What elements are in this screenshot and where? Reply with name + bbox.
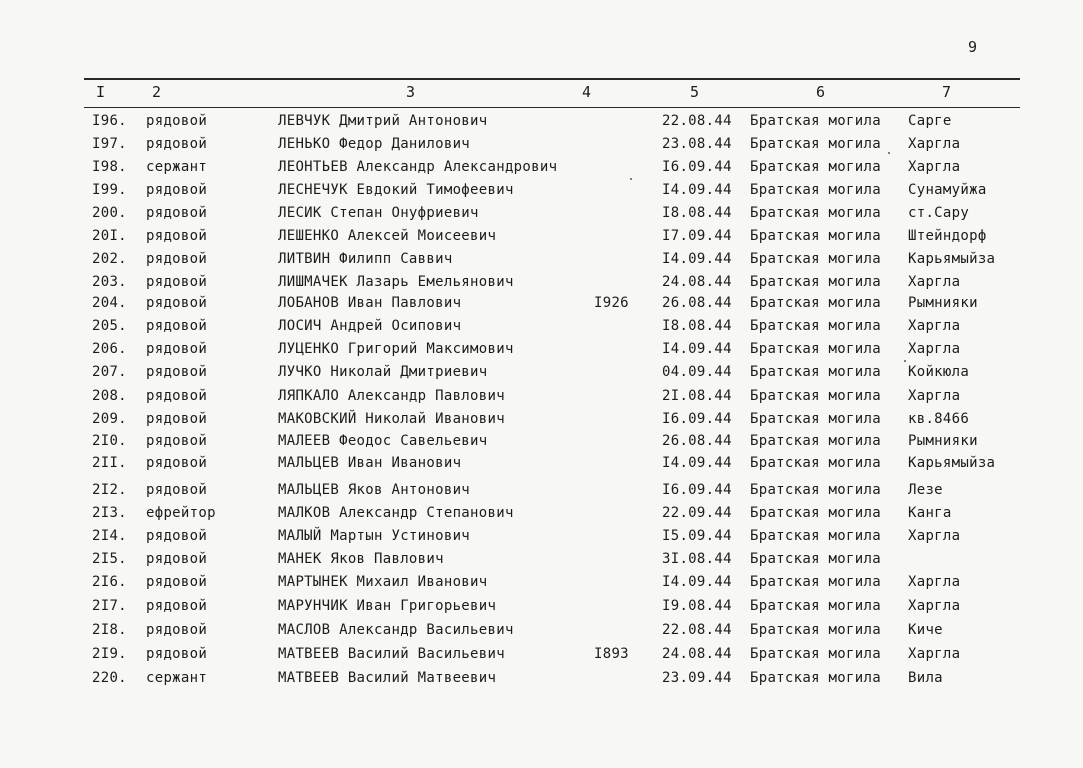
- record-date: 23.09.44: [662, 670, 732, 686]
- record-date: I6.09.44: [662, 159, 732, 175]
- record-rank: рядовой: [146, 598, 208, 614]
- record-date: I6.09.44: [662, 482, 732, 498]
- record-rank: рядовой: [146, 482, 208, 498]
- record-date: 22.09.44: [662, 505, 732, 521]
- table-row: [0, 159, 1083, 181]
- record-date: 22.08.44: [662, 113, 732, 129]
- record-number: 2I8.: [92, 622, 127, 638]
- record-number: 2I9.: [92, 646, 127, 662]
- record-name: МАНЕК Яков Павлович: [278, 551, 444, 567]
- record-place: Рымнияки: [908, 295, 978, 311]
- record-place: Харгла: [908, 136, 961, 152]
- record-place: Штейндорф: [908, 228, 987, 244]
- record-name: ЛИТВИН Филипп Саввич: [278, 251, 453, 267]
- record-date: I7.09.44: [662, 228, 732, 244]
- record-rank: рядовой: [146, 274, 208, 290]
- record-burial: Братская могила: [750, 274, 881, 290]
- record-place: Лезе: [908, 482, 943, 498]
- paper-speck: [904, 360, 906, 362]
- record-date: I6.09.44: [662, 411, 732, 427]
- record-place: Харгла: [908, 574, 961, 590]
- table-row: [0, 622, 1083, 644]
- header-bottom-rule: [84, 107, 1020, 108]
- record-date: 04.09.44: [662, 364, 732, 380]
- record-burial: Братская могила: [750, 205, 881, 221]
- record-date: I4.09.44: [662, 251, 732, 267]
- record-number: I98.: [92, 159, 127, 175]
- col-header-6: 6: [816, 83, 826, 101]
- record-name: ЛУЦЕНКО Григорий Максимович: [278, 341, 514, 357]
- col-header-4: 4: [582, 83, 592, 101]
- record-number: 2I5.: [92, 551, 127, 567]
- record-name: ЛИШМАЧЕК Лазарь Емельянович: [278, 274, 514, 290]
- record-name: МАЛЫЙ Мартын Устинович: [278, 528, 471, 544]
- record-date: 24.08.44: [662, 274, 732, 290]
- record-number: 207.: [92, 364, 127, 380]
- record-name: МАТВЕЕВ Василий Васильевич: [278, 646, 505, 662]
- record-date: I4.09.44: [662, 341, 732, 357]
- record-name: МАТВЕЕВ Василий Матвеевич: [278, 670, 497, 686]
- table-row: [0, 528, 1083, 550]
- record-burial: Братская могила: [750, 159, 881, 175]
- record-date: I9.08.44: [662, 598, 732, 614]
- record-place: Харгла: [908, 159, 961, 175]
- record-date: 23.08.44: [662, 136, 732, 152]
- record-date: 3I.08.44: [662, 551, 732, 567]
- record-place: Харгла: [908, 341, 961, 357]
- table-row: [0, 411, 1083, 433]
- record-burial: Братская могила: [750, 295, 881, 311]
- record-date: I8.08.44: [662, 205, 732, 221]
- record-name: МАРТЫНЕК Михаил Иванович: [278, 574, 488, 590]
- record-rank: рядовой: [146, 622, 208, 638]
- table-row: [0, 598, 1083, 620]
- record-place: Харгла: [908, 528, 961, 544]
- record-burial: Братская могила: [750, 228, 881, 244]
- record-number: 2I0.: [92, 433, 127, 449]
- record-name: ЛЯПКАЛО Александр Павлович: [278, 388, 505, 404]
- record-date: 2I.08.44: [662, 388, 732, 404]
- record-rank: рядовой: [146, 551, 208, 567]
- col-header-2: 2: [152, 83, 162, 101]
- record-rank: рядовой: [146, 433, 208, 449]
- record-birth-year: I926: [594, 295, 629, 311]
- record-rank: ефрейтор: [146, 505, 216, 521]
- record-rank: рядовой: [146, 411, 208, 427]
- record-name: ЛЕСНЕЧУК Евдокий Тимофеевич: [278, 182, 514, 198]
- paper-speck: [630, 178, 632, 180]
- table-row: [0, 182, 1083, 204]
- record-burial: Братская могила: [750, 646, 881, 662]
- record-name: ЛОБАНОВ Иван Павлович: [278, 295, 462, 311]
- record-date: I4.09.44: [662, 574, 732, 590]
- table-row: [0, 364, 1083, 386]
- record-burial: Братская могила: [750, 411, 881, 427]
- record-date: 26.08.44: [662, 433, 732, 449]
- record-number: 202.: [92, 251, 127, 267]
- record-place: Карьямыйза: [908, 455, 996, 471]
- record-rank: рядовой: [146, 205, 208, 221]
- record-burial: Братская могила: [750, 388, 881, 404]
- table-row: [0, 295, 1083, 317]
- record-place: Харгла: [908, 318, 961, 334]
- table-row: [0, 205, 1083, 227]
- record-burial: Братская могила: [750, 455, 881, 471]
- record-number: 204.: [92, 295, 127, 311]
- table-row: [0, 136, 1083, 158]
- record-place: ст.Сару: [908, 205, 970, 221]
- record-number: 209.: [92, 411, 127, 427]
- paper-speck: [888, 152, 890, 154]
- record-date: 22.08.44: [662, 622, 732, 638]
- record-name: ЛЕШЕНКО Алексей Моисеевич: [278, 228, 497, 244]
- record-burial: Братская могила: [750, 251, 881, 267]
- record-number: I97.: [92, 136, 127, 152]
- record-number: 2I6.: [92, 574, 127, 590]
- record-name: МАЛЕЕВ Феодос Савельевич: [278, 433, 488, 449]
- table-row: [0, 388, 1083, 410]
- record-burial: Братская могила: [750, 598, 881, 614]
- record-place: Вила: [908, 670, 943, 686]
- record-name: ЛЕСИК Степан Онуфриевич: [278, 205, 479, 221]
- record-rank: рядовой: [146, 341, 208, 357]
- record-place: Харгла: [908, 274, 961, 290]
- record-place: кв.8466: [908, 411, 970, 427]
- record-number: 2II.: [92, 455, 127, 471]
- record-name: ЛЕНЬКО Федор Данилович: [278, 136, 471, 152]
- record-number: 2I4.: [92, 528, 127, 544]
- record-burial: Братская могила: [750, 505, 881, 521]
- table-row: [0, 670, 1083, 692]
- record-rank: рядовой: [146, 295, 208, 311]
- record-birth-year: I893: [594, 646, 629, 662]
- col-header-7: 7: [942, 83, 952, 101]
- record-place: Харгла: [908, 598, 961, 614]
- record-rank: рядовой: [146, 318, 208, 334]
- record-rank: рядовой: [146, 136, 208, 152]
- table-row: [0, 274, 1083, 296]
- table-row: [0, 574, 1083, 596]
- record-burial: Братская могила: [750, 551, 881, 567]
- record-rank: сержант: [146, 670, 208, 686]
- record-name: МАЛКОВ Александр Степанович: [278, 505, 514, 521]
- record-number: 200.: [92, 205, 127, 221]
- record-rank: рядовой: [146, 455, 208, 471]
- record-name: ЛЕВЧУК Дмитрий Антонович: [278, 113, 488, 129]
- table-row: [0, 455, 1083, 477]
- record-burial: Братская могила: [750, 182, 881, 198]
- record-place: Карьямыйза: [908, 251, 996, 267]
- page-number: 9: [968, 38, 978, 56]
- record-burial: Братская могила: [750, 364, 881, 380]
- record-burial: Братская могила: [750, 670, 881, 686]
- record-number: I96.: [92, 113, 127, 129]
- record-name: МАКОВСКИЙ Николай Иванович: [278, 411, 505, 427]
- record-rank: рядовой: [146, 182, 208, 198]
- record-date: I4.09.44: [662, 182, 732, 198]
- table-row: [0, 251, 1083, 273]
- record-number: 2I7.: [92, 598, 127, 614]
- record-number: 2I3.: [92, 505, 127, 521]
- record-rank: рядовой: [146, 388, 208, 404]
- record-burial: Братская могила: [750, 482, 881, 498]
- record-date: 26.08.44: [662, 295, 732, 311]
- col-header-1: I: [96, 83, 106, 101]
- record-name: МАЛЬЦЕВ Яков Антонович: [278, 482, 471, 498]
- record-rank: рядовой: [146, 251, 208, 267]
- record-burial: Братская могила: [750, 574, 881, 590]
- record-number: 208.: [92, 388, 127, 404]
- record-name: МАРУНЧИК Иван Григорьевич: [278, 598, 497, 614]
- record-date: 24.08.44: [662, 646, 732, 662]
- record-rank: рядовой: [146, 528, 208, 544]
- record-name: ЛОСИЧ Андрей Осипович: [278, 318, 462, 334]
- record-place: Канга: [908, 505, 952, 521]
- record-rank: сержант: [146, 159, 208, 175]
- record-date: I8.08.44: [662, 318, 732, 334]
- table-row: [0, 505, 1083, 527]
- table-row: [0, 482, 1083, 504]
- record-name: МАСЛОВ Александр Васильевич: [278, 622, 514, 638]
- table-row: [0, 318, 1083, 340]
- table-row: [0, 113, 1083, 135]
- table-row: [0, 341, 1083, 363]
- record-place: Койкюла: [908, 364, 970, 380]
- record-burial: Братская могила: [750, 318, 881, 334]
- record-rank: рядовой: [146, 574, 208, 590]
- table-row: [0, 551, 1083, 573]
- col-header-3: 3: [406, 83, 416, 101]
- record-burial: Братская могила: [750, 433, 881, 449]
- record-place: Сунамуйжа: [908, 182, 987, 198]
- record-rank: рядовой: [146, 646, 208, 662]
- record-rank: рядовой: [146, 228, 208, 244]
- record-place: Киче: [908, 622, 943, 638]
- record-name: ЛУЧКО Николай Дмитриевич: [278, 364, 488, 380]
- record-number: I99.: [92, 182, 127, 198]
- record-burial: Братская могила: [750, 341, 881, 357]
- record-place: Рымнияки: [908, 433, 978, 449]
- record-burial: Братская могила: [750, 113, 881, 129]
- record-place: Харгла: [908, 388, 961, 404]
- record-rank: рядовой: [146, 364, 208, 380]
- record-name: ЛЕОНТЬЕВ Александр Александрович: [278, 159, 558, 175]
- record-place: Сарге: [908, 113, 952, 129]
- record-date: I5.09.44: [662, 528, 732, 544]
- record-number: 2I2.: [92, 482, 127, 498]
- record-place: Харгла: [908, 646, 961, 662]
- record-number: 203.: [92, 274, 127, 290]
- record-burial: Братская могила: [750, 528, 881, 544]
- table-row: [0, 646, 1083, 668]
- header-top-rule: [84, 78, 1020, 80]
- record-number: 205.: [92, 318, 127, 334]
- record-number: 220.: [92, 670, 127, 686]
- record-name: МАЛЬЦЕВ Иван Иванович: [278, 455, 462, 471]
- record-number: 20I.: [92, 228, 127, 244]
- record-date: I4.09.44: [662, 455, 732, 471]
- record-burial: Братская могила: [750, 136, 881, 152]
- table-row: [0, 433, 1083, 455]
- record-rank: рядовой: [146, 113, 208, 129]
- record-burial: Братская могила: [750, 622, 881, 638]
- table-row: [0, 228, 1083, 250]
- record-number: 206.: [92, 341, 127, 357]
- col-header-5: 5: [690, 83, 700, 101]
